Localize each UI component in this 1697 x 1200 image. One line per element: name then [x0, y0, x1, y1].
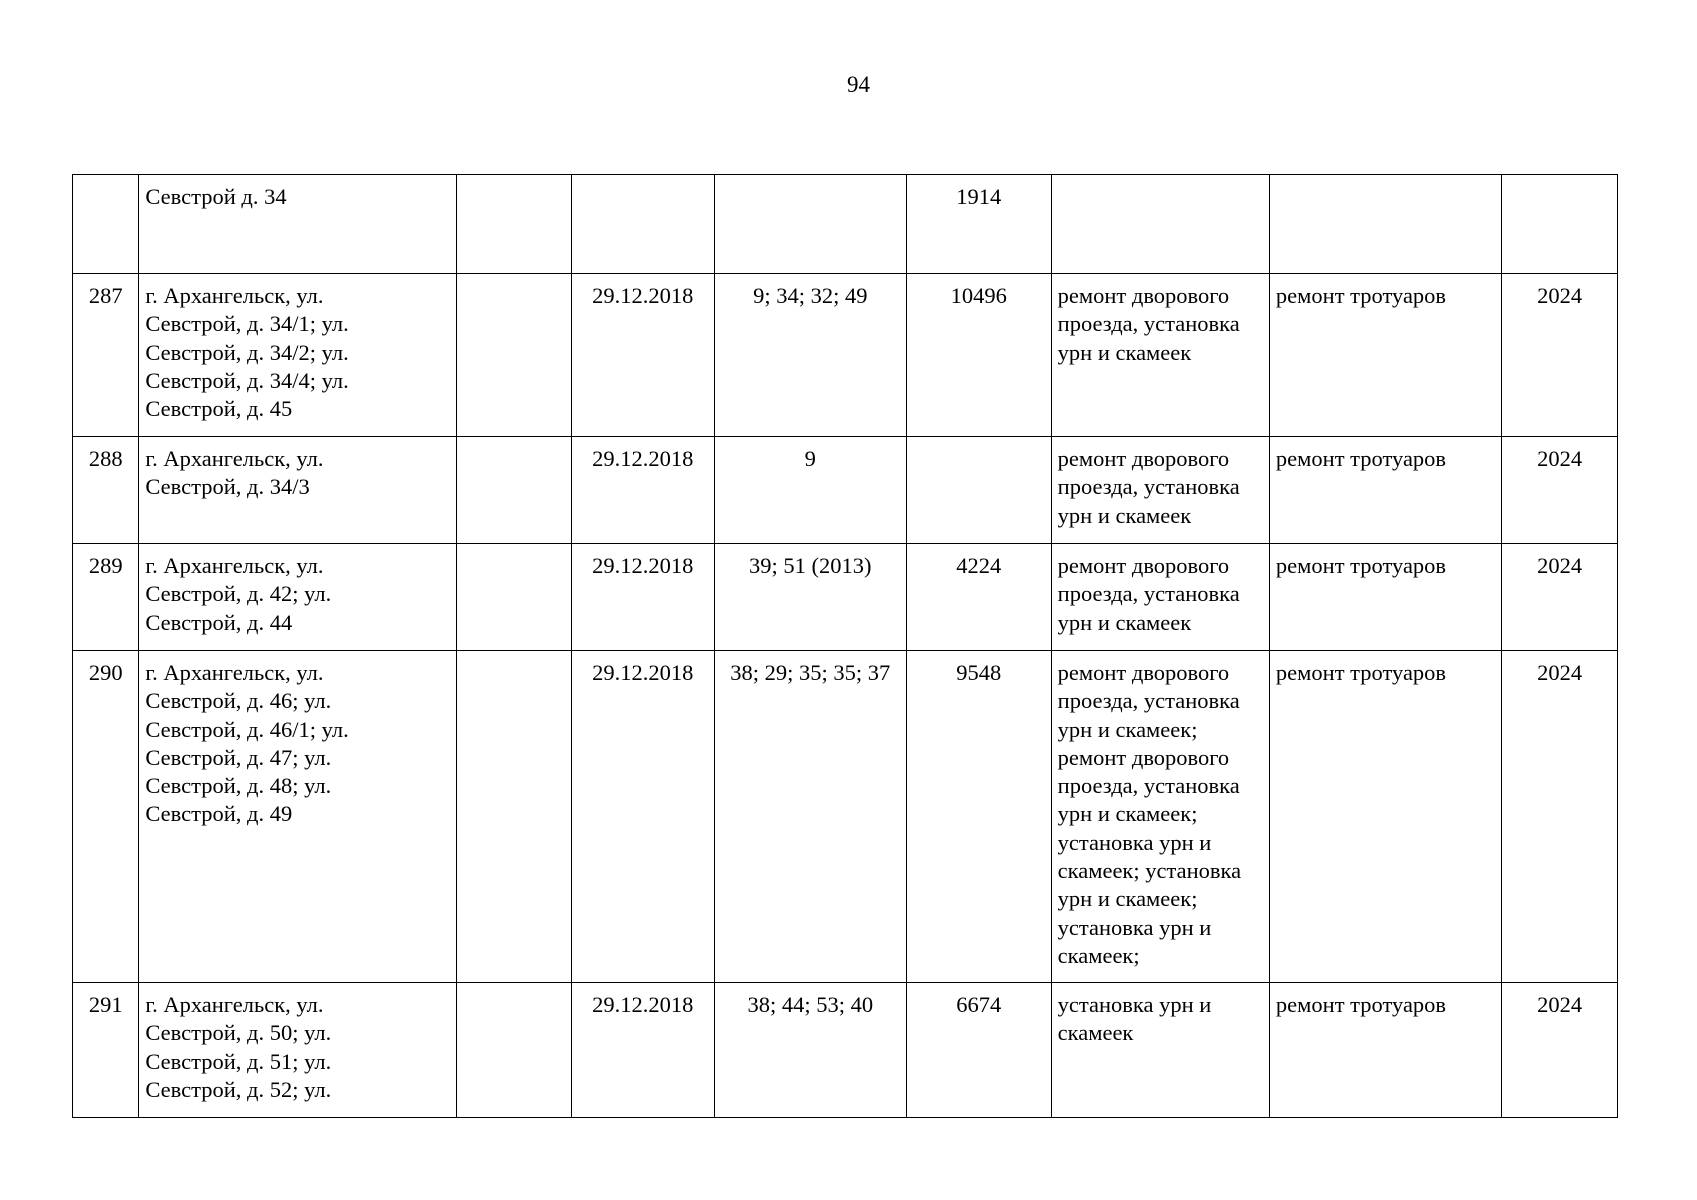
- table-row: [73, 651, 1618, 983]
- cell-date: 29.12.2018: [571, 651, 714, 983]
- cell-year: 2024: [1502, 651, 1618, 983]
- cell-extra: ремонт тротуаров: [1269, 983, 1501, 1118]
- improvement-table: [72, 174, 1618, 1118]
- cell-year: [1502, 175, 1618, 274]
- cell-num: 290: [73, 651, 139, 983]
- cell-address: г. Архангельск, ул. Севстрой, д. 34/1; ул. Севстрой, д. 34/2; ул. Севстрой, д. 34/4; ул. Севстрой, д. 45: [139, 274, 457, 437]
- cell-col3: [457, 544, 572, 651]
- cell-extra: ремонт тротуаров: [1269, 544, 1501, 651]
- cell-address: г. Архангельск, ул. Севстрой, д. 42; ул. Севстрой, д. 44: [139, 544, 457, 651]
- cell-col3: [457, 983, 572, 1118]
- cell-wear: 38; 44; 53; 40: [714, 983, 906, 1118]
- table-row: [73, 983, 1618, 1118]
- cell-address: г. Архангельск, ул. Севстрой, д. 50; ул. Севстрой, д. 51; ул. Севстрой, д. 52; ул.: [139, 983, 457, 1118]
- cell-num: 291: [73, 983, 139, 1118]
- cell-works: ремонт дворового проезда, установка урн и скамеек: [1051, 274, 1269, 437]
- cell-date: 29.12.2018: [571, 437, 714, 544]
- cell-num: 289: [73, 544, 139, 651]
- cell-extra: ремонт тротуаров: [1269, 651, 1501, 983]
- cell-num: [73, 175, 139, 274]
- cell-address: Севстрой д. 34: [139, 175, 457, 274]
- cell-wear: 38; 29; 35; 35; 37: [714, 651, 906, 983]
- cell-date: 29.12.2018: [571, 274, 714, 437]
- cell-area: [906, 437, 1051, 544]
- table-row-continuation: [73, 175, 1618, 274]
- table-row: [73, 544, 1618, 651]
- cell-works: установка урн и скамеек: [1051, 983, 1269, 1118]
- cell-area: 9548: [906, 651, 1051, 983]
- cell-address: г. Архангельск, ул. Севстрой, д. 34/3: [139, 437, 457, 544]
- cell-year: 2024: [1502, 274, 1618, 437]
- cell-works: ремонт дворового проезда, установка урн и скамеек: [1051, 437, 1269, 544]
- cell-date: 29.12.2018: [571, 983, 714, 1118]
- cell-extra: ремонт тротуаров: [1269, 437, 1501, 544]
- cell-col3: [457, 274, 572, 437]
- cell-extra: [1269, 175, 1501, 274]
- cell-address: г. Архангельск, ул. Севстрой, д. 46; ул. Севстрой, д. 46/1; ул. Севстрой, д. 47; ул. Севстрой, д. 48; ул. Севстрой, д. 49: [139, 651, 457, 983]
- table-row: [73, 274, 1618, 437]
- cell-wear: [714, 175, 906, 274]
- cell-col3: [457, 651, 572, 983]
- cell-works: [1051, 175, 1269, 274]
- cell-col3: [457, 437, 572, 544]
- cell-year: 2024: [1502, 983, 1618, 1118]
- cell-extra: ремонт тротуаров: [1269, 274, 1501, 437]
- cell-col3: [457, 175, 572, 274]
- cell-year: 2024: [1502, 544, 1618, 651]
- cell-works: ремонт дворового проезда, установка урн и скамеек: [1051, 544, 1269, 651]
- cell-works: ремонт дворового проезда, установка урн и скамеек; ремонт дворового проезда, установка урн и скамеек; установка урн и скамеек; установка урн и скамеек; установка урн и скамеек;: [1051, 651, 1269, 983]
- table-row: [73, 437, 1618, 544]
- cell-area: 10496: [906, 274, 1051, 437]
- cell-date: [571, 175, 714, 274]
- cell-num: 287: [73, 274, 139, 437]
- cell-area: 4224: [906, 544, 1051, 651]
- cell-wear: 9; 34; 32; 49: [714, 274, 906, 437]
- cell-year: 2024: [1502, 437, 1618, 544]
- cell-area: 6674: [906, 983, 1051, 1118]
- cell-wear: 9: [714, 437, 906, 544]
- cell-area: 1914: [906, 175, 1051, 274]
- page-number: 94: [847, 72, 870, 97]
- cell-date: 29.12.2018: [571, 544, 714, 651]
- cell-num: 288: [73, 437, 139, 544]
- cell-wear: 39; 51 (2013): [714, 544, 906, 651]
